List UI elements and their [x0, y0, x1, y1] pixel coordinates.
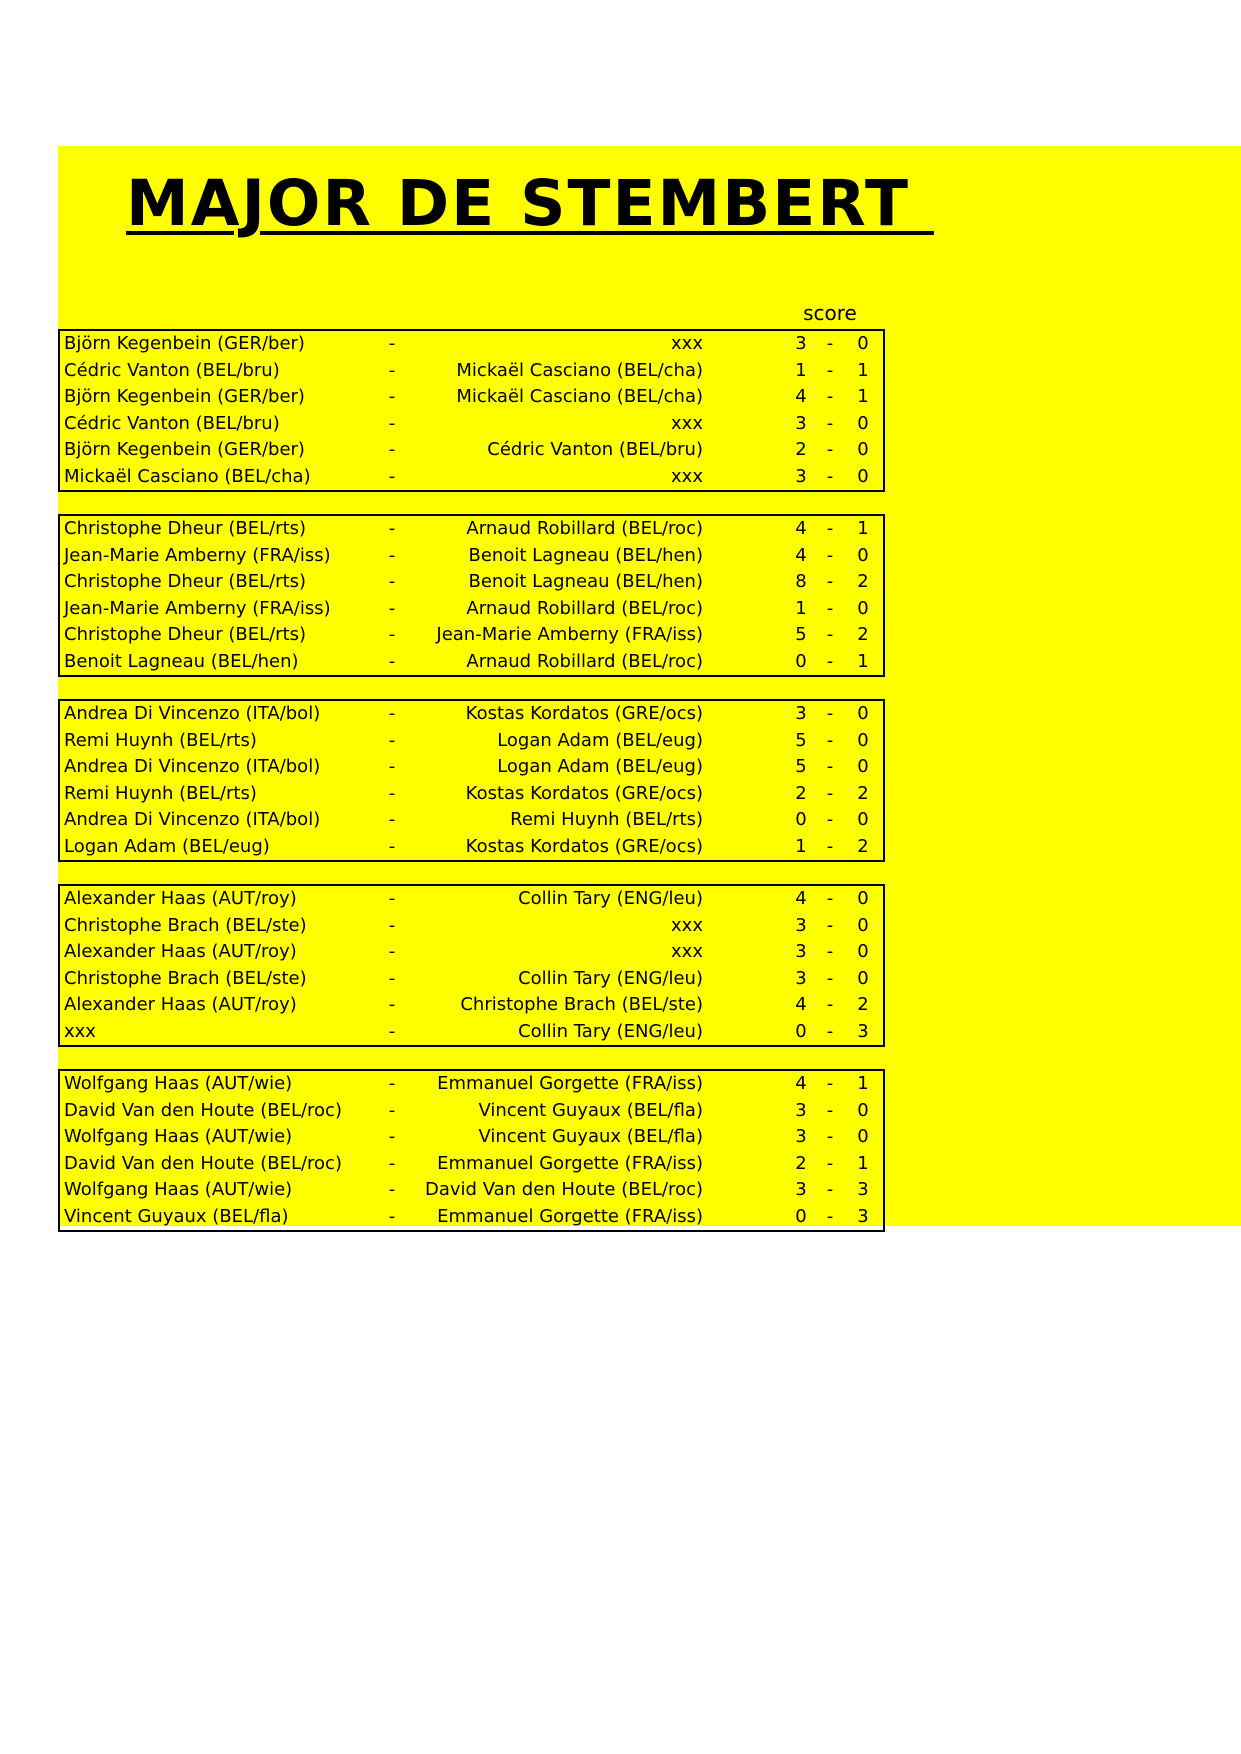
- score-home: 4: [795, 518, 807, 539]
- score-home: 3: [795, 1179, 807, 1200]
- versus-dash: -: [388, 386, 396, 407]
- player-two: Emmanuel Gorgette (FRA/iss): [437, 1073, 703, 1094]
- player-two: xxx: [671, 941, 703, 962]
- score-away: 0: [857, 439, 869, 460]
- score-away: 0: [857, 967, 869, 989]
- player-one: Wolfgang Haas (AUT/wie): [64, 1179, 293, 1200]
- player-one: Remi Huynh (BEL/rts): [64, 782, 257, 804]
- score-home: 4: [795, 544, 807, 566]
- score-home: 0: [795, 809, 807, 830]
- score-dash: -: [826, 439, 834, 460]
- score-home: 0: [795, 1205, 807, 1227]
- player-two: xxx: [671, 333, 703, 354]
- score-dash: -: [826, 1179, 834, 1200]
- score-away: 1: [857, 650, 869, 672]
- yellow-sheet-background: [58, 146, 1241, 1226]
- player-one: Benoit Lagneau (BEL/hen): [64, 650, 299, 672]
- score-dash: -: [826, 1205, 834, 1227]
- score-away: 3: [857, 1179, 869, 1200]
- player-one: Andrea Di Vincenzo (ITA/bol): [64, 756, 321, 777]
- versus-dash: -: [388, 756, 396, 777]
- match-row: [60, 807, 883, 834]
- score-home: 3: [795, 914, 807, 936]
- score-away: 0: [857, 756, 869, 777]
- score-dash: -: [826, 1152, 834, 1174]
- match-row: [60, 728, 883, 755]
- player-one: Cédric Vanton (BEL/bru): [64, 412, 280, 434]
- player-one: David Van den Houte (BEL/roc): [64, 1152, 342, 1174]
- score-dash: -: [826, 544, 834, 566]
- score-dash: -: [826, 914, 834, 936]
- score-away: 0: [857, 809, 869, 830]
- score-away: 0: [857, 465, 869, 487]
- match-row: [60, 1071, 883, 1098]
- player-one: Cédric Vanton (BEL/bru): [64, 359, 280, 381]
- player-one: Vincent Guyaux (BEL/fla): [64, 1205, 289, 1227]
- match-group-1: [58, 329, 885, 492]
- player-one: Alexander Haas (AUT/roy): [64, 888, 297, 909]
- score-dash: -: [826, 465, 834, 487]
- score-dash: -: [826, 835, 834, 857]
- player-two: Benoit Lagneau (BEL/hen): [468, 571, 703, 592]
- player-two: Collin Tary (ENG/leu): [518, 967, 703, 989]
- score-away: 2: [857, 835, 869, 857]
- score-away: 2: [857, 624, 869, 645]
- match-row: [60, 1177, 883, 1204]
- player-one: Andrea Di Vincenzo (ITA/bol): [64, 703, 321, 724]
- versus-dash: -: [388, 888, 396, 909]
- score-dash: -: [826, 1073, 834, 1094]
- score-home: 2: [795, 439, 807, 460]
- score-dash: -: [826, 650, 834, 672]
- score-home: 3: [795, 941, 807, 962]
- match-row: [60, 596, 883, 623]
- score-dash: -: [826, 624, 834, 645]
- score-dash: -: [826, 809, 834, 830]
- score-away: 2: [857, 571, 869, 592]
- match-row: [60, 358, 883, 385]
- score-dash: -: [826, 333, 834, 354]
- match-row: [60, 331, 883, 358]
- versus-dash: -: [388, 624, 396, 645]
- match-row: [60, 516, 883, 543]
- score-dash: -: [826, 1020, 834, 1042]
- score-dash: -: [826, 782, 834, 804]
- match-row: [60, 966, 883, 993]
- player-two: Kostas Kordatos (GRE/ocs): [465, 703, 703, 724]
- player-one: xxx: [64, 1020, 96, 1042]
- match-row: [60, 622, 883, 649]
- player-two: Arnaud Robillard (BEL/roc): [466, 650, 703, 672]
- player-two: Christophe Brach (BEL/ste): [460, 994, 703, 1015]
- score-away: 3: [857, 1020, 869, 1042]
- match-row: [60, 913, 883, 940]
- player-one: Wolfgang Haas (AUT/wie): [64, 1126, 293, 1147]
- score-dash: -: [826, 941, 834, 962]
- match-group-5: [58, 1069, 885, 1232]
- versus-dash: -: [388, 914, 396, 936]
- player-two: Mickaël Casciano (BEL/cha): [456, 386, 703, 407]
- match-row: [60, 939, 883, 966]
- match-row: [60, 569, 883, 596]
- score-home: 3: [795, 703, 807, 724]
- score-away: 0: [857, 941, 869, 962]
- score-home: 3: [795, 333, 807, 354]
- player-two: Remi Huynh (BEL/rts): [510, 809, 703, 830]
- score-home: 1: [795, 597, 807, 619]
- match-row: [60, 1151, 883, 1178]
- versus-dash: -: [388, 782, 396, 804]
- player-two: Emmanuel Gorgette (FRA/iss): [437, 1205, 703, 1227]
- score-home: 0: [795, 650, 807, 672]
- score-dash: -: [826, 729, 834, 751]
- score-dash: -: [826, 967, 834, 989]
- player-one: Remi Huynh (BEL/rts): [64, 729, 257, 751]
- score-away: 2: [857, 994, 869, 1015]
- player-two: Collin Tary (ENG/leu): [518, 888, 703, 909]
- versus-dash: -: [388, 1152, 396, 1174]
- score-dash: -: [826, 359, 834, 381]
- score-dash: -: [826, 1126, 834, 1147]
- match-row: [60, 1204, 883, 1231]
- score-home: 3: [795, 967, 807, 989]
- player-two: Logan Adam (BEL/eug): [497, 756, 703, 777]
- versus-dash: -: [388, 412, 396, 434]
- player-two: xxx: [671, 465, 703, 487]
- match-row: [60, 384, 883, 411]
- score-dash: -: [826, 756, 834, 777]
- player-one: Björn Kegenbein (GER/ber): [64, 439, 305, 460]
- player-one: Jean-Marie Amberny (FRA/iss): [64, 597, 331, 619]
- score-home: 0: [795, 1020, 807, 1042]
- score-home: 2: [795, 782, 807, 804]
- score-away: 1: [857, 359, 869, 381]
- score-away: 3: [857, 1205, 869, 1227]
- score-home: 5: [795, 756, 807, 777]
- score-away: 0: [857, 597, 869, 619]
- score-away: 1: [857, 1073, 869, 1094]
- score-away: 0: [857, 544, 869, 566]
- score-away: 2: [857, 782, 869, 804]
- score-dash: -: [826, 571, 834, 592]
- versus-dash: -: [388, 359, 396, 381]
- score-away: 0: [857, 1126, 869, 1147]
- score-home: 3: [795, 412, 807, 434]
- score-dash: -: [826, 597, 834, 619]
- score-home: 5: [795, 729, 807, 751]
- score-home: 1: [795, 359, 807, 381]
- player-two: xxx: [671, 914, 703, 936]
- score-home: 4: [795, 994, 807, 1015]
- versus-dash: -: [388, 439, 396, 460]
- player-one: Christophe Dheur (BEL/rts): [64, 571, 307, 592]
- score-home: 1: [795, 835, 807, 857]
- score-away: 1: [857, 518, 869, 539]
- player-one: Jean-Marie Amberny (FRA/iss): [64, 544, 331, 566]
- versus-dash: -: [388, 703, 396, 724]
- score-away: 0: [857, 914, 869, 936]
- player-two: Logan Adam (BEL/eug): [497, 729, 703, 751]
- score-away: 0: [857, 412, 869, 434]
- player-one: Alexander Haas (AUT/roy): [64, 941, 297, 962]
- player-one: Christophe Brach (BEL/ste): [64, 914, 307, 936]
- player-two: Jean-Marie Amberny (FRA/iss): [436, 624, 703, 645]
- match-group-3: [58, 699, 885, 862]
- versus-dash: -: [388, 809, 396, 830]
- match-row: [60, 992, 883, 1019]
- player-one: Christophe Dheur (BEL/rts): [64, 624, 307, 645]
- score-away: 0: [857, 729, 869, 751]
- score-dash: -: [826, 994, 834, 1015]
- score-home: 2: [795, 1152, 807, 1174]
- score-away: 0: [857, 333, 869, 354]
- score-away: 0: [857, 1099, 869, 1121]
- player-two: Vincent Guyaux (BEL/fla): [478, 1126, 703, 1147]
- match-row: [60, 411, 883, 438]
- player-two: David Van den Houte (BEL/roc): [425, 1179, 703, 1200]
- score-dash: -: [826, 1099, 834, 1121]
- player-two: Collin Tary (ENG/leu): [518, 1020, 703, 1042]
- player-one: Björn Kegenbein (GER/ber): [64, 333, 305, 354]
- score-dash: -: [826, 386, 834, 407]
- versus-dash: -: [388, 1126, 396, 1147]
- score-home: 3: [795, 1099, 807, 1121]
- score-home: 4: [795, 888, 807, 909]
- versus-dash: -: [388, 729, 396, 751]
- versus-dash: -: [388, 835, 396, 857]
- score-column-header: score: [803, 301, 857, 325]
- versus-dash: -: [388, 544, 396, 566]
- player-one: Logan Adam (BEL/eug): [64, 835, 270, 857]
- player-two: Arnaud Robillard (BEL/roc): [466, 518, 703, 539]
- match-row: [60, 649, 883, 676]
- player-one: Christophe Brach (BEL/ste): [64, 967, 307, 989]
- score-away: 1: [857, 386, 869, 407]
- versus-dash: -: [388, 1099, 396, 1121]
- score-home: 3: [795, 1126, 807, 1147]
- player-one: Wolfgang Haas (AUT/wie): [64, 1073, 293, 1094]
- match-row: [60, 886, 883, 913]
- score-dash: -: [826, 412, 834, 434]
- versus-dash: -: [388, 967, 396, 989]
- player-one: Björn Kegenbein (GER/ber): [64, 386, 305, 407]
- versus-dash: -: [388, 465, 396, 487]
- match-row: [60, 781, 883, 808]
- versus-dash: -: [388, 333, 396, 354]
- player-one: Andrea Di Vincenzo (ITA/bol): [64, 809, 321, 830]
- match-row: [60, 437, 883, 464]
- player-two: Benoit Lagneau (BEL/hen): [468, 544, 703, 566]
- match-row: [60, 834, 883, 861]
- score-home: 5: [795, 624, 807, 645]
- score-away: 0: [857, 888, 869, 909]
- player-two: Cédric Vanton (BEL/bru): [487, 439, 703, 460]
- versus-dash: -: [388, 1179, 396, 1200]
- score-away: 1: [857, 1152, 869, 1174]
- versus-dash: -: [388, 1073, 396, 1094]
- versus-dash: -: [388, 518, 396, 539]
- match-row: [60, 1124, 883, 1151]
- player-one: Alexander Haas (AUT/roy): [64, 994, 297, 1015]
- score-home: 4: [795, 1073, 807, 1094]
- versus-dash: -: [388, 994, 396, 1015]
- player-two: Kostas Kordatos (GRE/ocs): [465, 782, 703, 804]
- score-home: 3: [795, 465, 807, 487]
- match-row: [60, 701, 883, 728]
- match-row: [60, 754, 883, 781]
- versus-dash: -: [388, 650, 396, 672]
- player-two: xxx: [671, 412, 703, 434]
- versus-dash: -: [388, 571, 396, 592]
- match-group-2: [58, 514, 885, 677]
- player-two: Emmanuel Gorgette (FRA/iss): [437, 1152, 703, 1174]
- versus-dash: -: [388, 1020, 396, 1042]
- score-dash: -: [826, 518, 834, 539]
- match-row: [60, 1019, 883, 1046]
- player-two: Kostas Kordatos (GRE/ocs): [465, 835, 703, 857]
- player-two: Arnaud Robillard (BEL/roc): [466, 597, 703, 619]
- player-two: Vincent Guyaux (BEL/fla): [478, 1099, 703, 1121]
- score-home: 4: [795, 386, 807, 407]
- page-title: MAJOR DE STEMBERT: [126, 167, 934, 240]
- versus-dash: -: [388, 941, 396, 962]
- player-two: Mickaël Casciano (BEL/cha): [456, 359, 703, 381]
- match-row: [60, 543, 883, 570]
- match-row: [60, 1098, 883, 1125]
- player-one: Christophe Dheur (BEL/rts): [64, 518, 307, 539]
- score-dash: -: [826, 888, 834, 909]
- score-dash: -: [826, 703, 834, 724]
- match-group-4: [58, 884, 885, 1047]
- versus-dash: -: [388, 1205, 396, 1227]
- versus-dash: -: [388, 597, 396, 619]
- player-one: Mickaël Casciano (BEL/cha): [64, 465, 311, 487]
- score-home: 8: [795, 571, 807, 592]
- score-away: 0: [857, 703, 869, 724]
- match-row: [60, 464, 883, 491]
- player-one: David Van den Houte (BEL/roc): [64, 1099, 342, 1121]
